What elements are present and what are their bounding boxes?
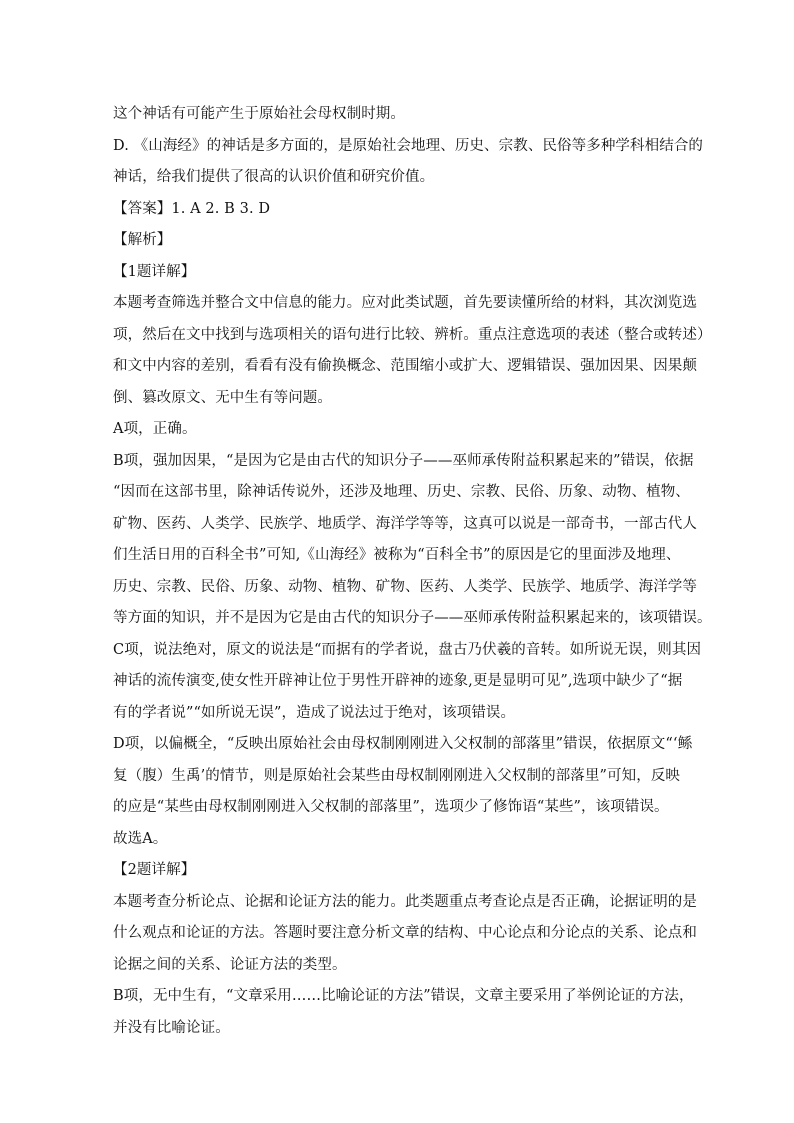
text-line: 并没有比喻论证。	[113, 1019, 230, 1036]
text-line: 有的学者说”“如所说无误”，造成了说法过于绝对，该项错误。	[113, 704, 516, 721]
text-line: 倒、篡改原文、无中生有等问题。	[113, 389, 332, 406]
text-line: 的应是“某些由母权制刚刚进入父权制的部落里”，选项少了修饰语“某些”，该项错误。	[113, 799, 669, 815]
text-line: 和文中内容的差别，看看有没有偷换概念、范围缩小或扩大、逻辑错误、强加因果、因果颠	[113, 358, 697, 374]
option-a-line: A项，正确。	[113, 421, 197, 437]
analysis-heading: 【解析】	[113, 232, 172, 248]
text-line: 们生活日用的百科全书”可知,《山海经》被称为“百科全书”的原因是它的里面涉及地理、	[113, 547, 681, 563]
option-b-line: B项，强加因果，“是因为它是由古代的知识分子——巫师承传附益积累起来的”错误，依据	[113, 452, 694, 469]
text-line: 矿物、医药、人类学、民族学、地质学、海洋学等等，这真可以说是一部奇书，一部古代人	[113, 515, 697, 532]
question-2-heading: 【2题详解】	[113, 862, 196, 878]
option-c-line: C项，说法绝对，原文的说法是“而据有的学者说，盘古乃伏羲的音转。如所说无误，则其因	[113, 641, 702, 658]
text-line: 神话的流传演变,使女性开辟神让位于男性开辟神的迹象,更是显明可见”,选项中缺少了“据	[113, 673, 683, 689]
document-body	[113, 99, 712, 1044]
text-line: 等方面的知识，并不是因为它是由古代的知识分子——巫师承传附益积累起来的，该项错误。	[113, 610, 712, 626]
text-line: 本题考查分析论点、论据和论证方法的能力。此类题重点考查论点是否正确，论据证明的是	[113, 893, 697, 910]
text-line: 复（腹）生禹’的情节，则是原始社会某些由母权制刚刚进入父权制的部落里”可知，反映	[113, 767, 681, 784]
text-line: 本题考查筛选并整合文中信息的能力。应对此类试题，首先要读懂所给的材料，其次浏览选	[113, 295, 697, 311]
option-d-line: D. 《山海经》的神话是多方面的，是原始社会地理、历史、宗教、民俗等多种学科相结合的	[113, 137, 704, 154]
answer-line: 【答案】1. A 2. B 3. D	[113, 200, 271, 217]
question-1-heading: 【1题详解】	[113, 263, 196, 280]
text-line: 这个神话有可能产生于原始社会母权制时期。	[113, 106, 405, 122]
text-line: 什么观点和论证的方法。答题时要注意分析文章的结构、中心论点和分论点的关系、论点和	[113, 925, 697, 941]
text-line: 历史、宗教、民俗、历象、动物、植物、矿物、医药、人类学、民族学、地质学、海洋学等	[113, 578, 697, 595]
text-line: “因而在这部书里，除神话传说外，还涉及地理、历史、宗教、民俗、历象、动物、植物、	[113, 484, 690, 500]
option-d-analysis-line: D项，以偏概全，“反映出原始社会由母权制刚刚进入父权制的部落里”错误，依据原文“‘鲧	[113, 736, 693, 752]
option-b-analysis-line: B项，无中生有，“文章采用……比喻论证的方法”错误，文章主要采用了举例论证的方法，	[113, 988, 694, 1004]
text-line: 论据之间的关系、论证方法的类型。	[113, 956, 347, 973]
text-line: 项，然后在文中找到与选项相关的语句进行比较、辨析。重点注意选项的表述（整合或转述）	[113, 326, 712, 343]
text-line: 神话，给我们提供了很高的认识价值和研究价值。	[113, 169, 435, 185]
choice-line: 故选A。	[113, 830, 168, 847]
